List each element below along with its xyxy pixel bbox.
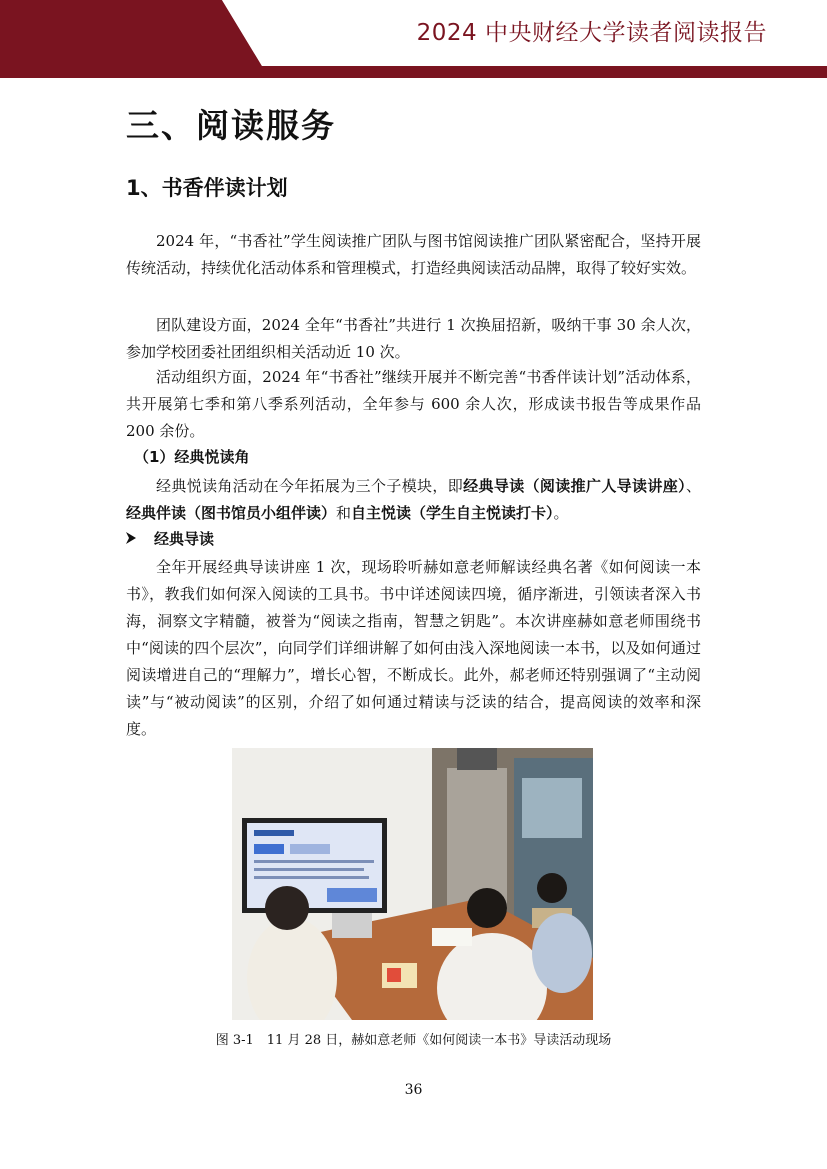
page-number: 36: [404, 1082, 423, 1098]
paragraph-team-building: 团队建设方面，2024 全年“书香社”共进行 1 次换届招新，吸纳干事 30 余人次，参加学校团委社团组织相关活动近 10 次。: [126, 316, 701, 361]
item-heading: （1）经典悦读角: [134, 448, 250, 466]
bullet-heading: [126, 528, 214, 549]
module-self-reading: 自主悦读（学生自主悦读打卡）: [351, 504, 554, 522]
module-classic-guide: 经典导读（阅读推广人导读讲座）: [463, 477, 686, 495]
arrow-bullet-icon: [126, 530, 140, 548]
paragraph-lecture: 全年开展经典导读讲座 1 次，现场聆听赫如意老师解读经典名著《如何阅读一本书》，教我们如何深入阅读的工具书。书中详述阅读四境，循序渐进，引领读者深入书海，洞察文字精髓，被誉为“阅读之指南，智慧之钥匙”。本次讲座赫如意老师围绕书中“阅读的四个层次”，向同学们详细讲解了如何由浅入深地阅读一本书，以及如何通过阅读增进自己的“理解力”，增长心智，不断成长。此外，郝老师还特别强调了“主动阅读”与“被动阅读”的区别，介绍了如何通过精读与泛读的结合，提高阅读的效率和深度。: [126, 558, 701, 738]
subsection-title: 1、书香伴读计划: [126, 176, 288, 200]
modules-text-2: 、: [685, 477, 701, 495]
paragraph-modules: [126, 473, 701, 527]
report-title: 2024 中央财经大学读者阅读报告: [416, 20, 767, 46]
modules-text-1: 经典悦读角活动在今年拓展为三个子模块，即: [156, 477, 464, 495]
page-header: [0, 0, 827, 80]
event-photo-illustration: [232, 748, 593, 1020]
event-photo: [232, 748, 593, 1020]
figure-caption: 图 3-1 11 月 28 日，赫如意老师《如何阅读一本书》导读活动现场: [215, 1033, 612, 1048]
paragraph-intro: 2024 年，“书香社”学生阅读推广团队与图书馆阅读推广团队紧密配合，坚持开展传统活动，持续优化活动体系和管理模式，打造经典阅读活动品牌，取得了较好实效。: [126, 232, 701, 277]
section-title: 三、阅读服务: [126, 106, 336, 145]
paragraph-activity-organization: 活动组织方面，2024 年“书香社”继续开展并不断完善“书香伴读计划”活动体系，共开展第七季和第八季系列活动，全年参与 600 余人次，形成读书报告等成果作品 200 余份。: [126, 368, 701, 440]
modules-text-4: 。: [553, 504, 569, 522]
module-classic-companion: 经典伴读（图书馆员小组伴读）: [126, 504, 337, 522]
bullet-label: 经典导读: [154, 530, 215, 548]
modules-text-3: 和: [336, 504, 352, 522]
